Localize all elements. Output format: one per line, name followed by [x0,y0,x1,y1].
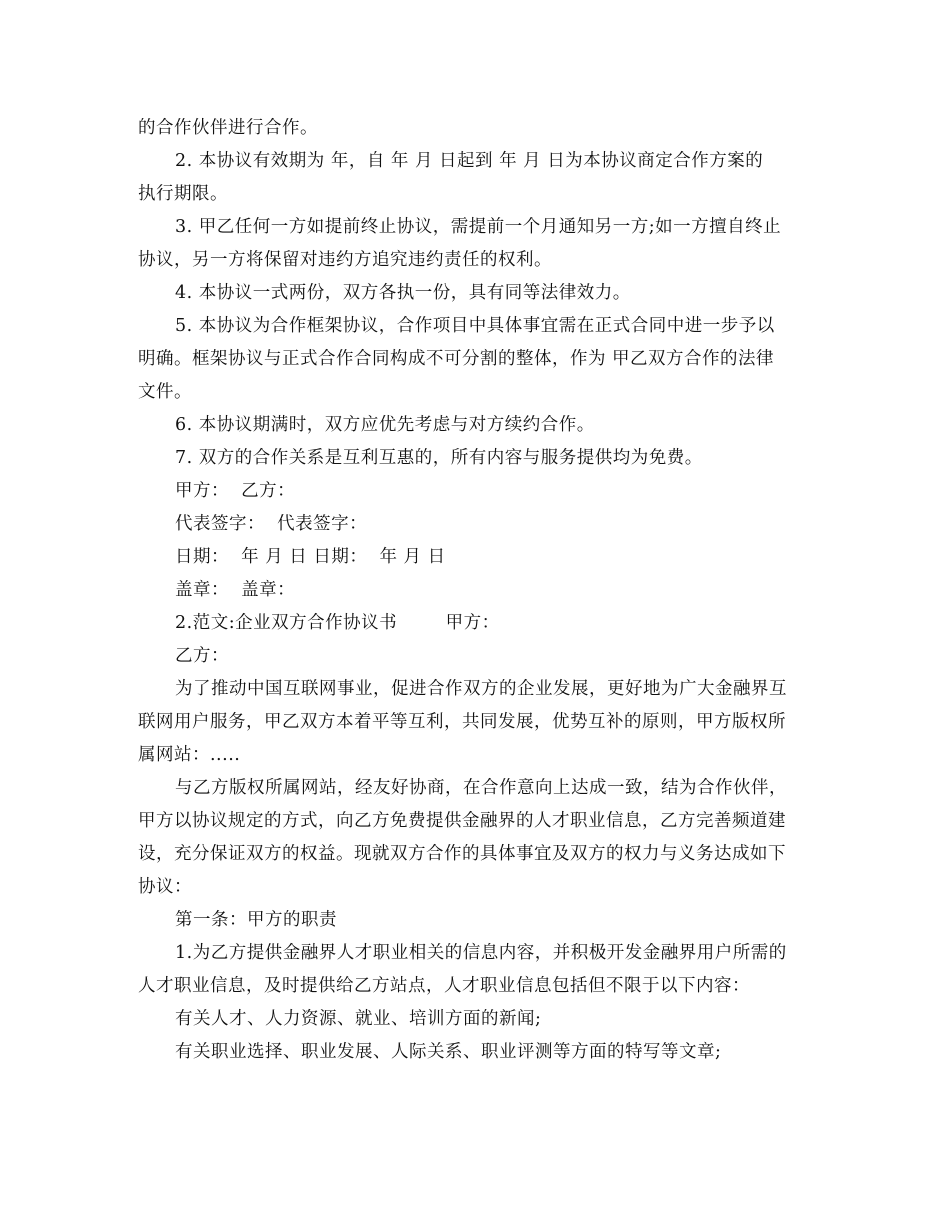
paragraph-line: 协议： [138,877,192,897]
signature-date-line: 日期： 年 月 日 日期： 年 月 日 [175,547,446,567]
paragraph-line: 人才职业信息，及时提供给乙方站点，人才职业信息包括但不限于以下内容： [138,976,750,996]
document-body [138,112,818,1069]
list-item: 有关人才、人力资源、就业、培训方面的新闻; [175,1009,542,1029]
paragraph-line: 2. 本协议有效期为 年，自 年 月 日起到 年 月 日为本协议商定合作方案的 [175,151,764,171]
party-b-label: 乙方： [175,646,229,666]
paragraph-line: 执行期限。 [138,184,228,204]
signature-party-line: 甲方： 乙方： [175,481,296,501]
paragraph-line: 设，充分保证双方的权益。现就双方合作的具体事宜及双方的权力与义务达成如下 [138,844,786,864]
paragraph-line: 为了推动中国互联网事业，促进合作双方的企业发展，更好地为广大金融界互 [175,679,787,699]
paragraph-line: 与乙方版权所属网站，经友好协商，在合作意向上达成一致，结为合作伙伴， [175,778,787,798]
article-heading: 第一条：甲方的职责 [175,910,337,930]
paragraph-line: 文件。 [138,382,192,402]
paragraph-line: 1.为乙方提供金融界人才职业相关的信息内容，并积极开发金融界用户所需的 [175,943,787,963]
paragraph-line: 属网站：..... [138,745,241,765]
paragraph-line: 3. 甲乙任何一方如提前终止协议，需提前一个月通知另一方;如一方擅自终止 [175,217,782,237]
paragraph-line: 协议，另一方将保留对违约方追究违约责任的权利。 [138,250,552,270]
section-heading: 2.范文:企业双方合作协议书 甲方： [175,613,500,633]
paragraph-line: 5. 本协议为合作框架协议，合作项目中具体事宜需在正式合同中进一步予以 [175,316,775,336]
paragraph-line: 联网用户服务，甲乙双方本着平等互利，共同发展，优势互补的原则，甲方版权所 [138,712,786,732]
paragraph-line: 甲方以协议规定的方式，向乙方免费提供金融界的人才职业信息，乙方完善频道建 [138,811,786,831]
paragraph-line: 7. 双方的合作关系是互利互惠的，所有内容与服务提供均为免费。 [175,448,703,468]
signature-representative-line: 代表签字： 代表签字： [175,514,368,534]
paragraph-line: 4. 本协议一式两份，双方各执一份，具有同等法律效力。 [175,283,631,303]
paragraph-line: 的合作伙伴进行合作。 [138,118,318,138]
list-item: 有关职业选择、职业发展、人际关系、职业评测等方面的特写等文章; [175,1042,722,1062]
paragraph-line: 6. 本协议期满时，双方应优先考虑与对方续约合作。 [175,415,595,435]
signature-seal-line: 盖章： 盖章： [175,580,296,600]
paragraph-line: 明确。框架协议与正式合作合同构成不可分割的整体，作为 甲乙双方合作的法律 [138,349,775,369]
